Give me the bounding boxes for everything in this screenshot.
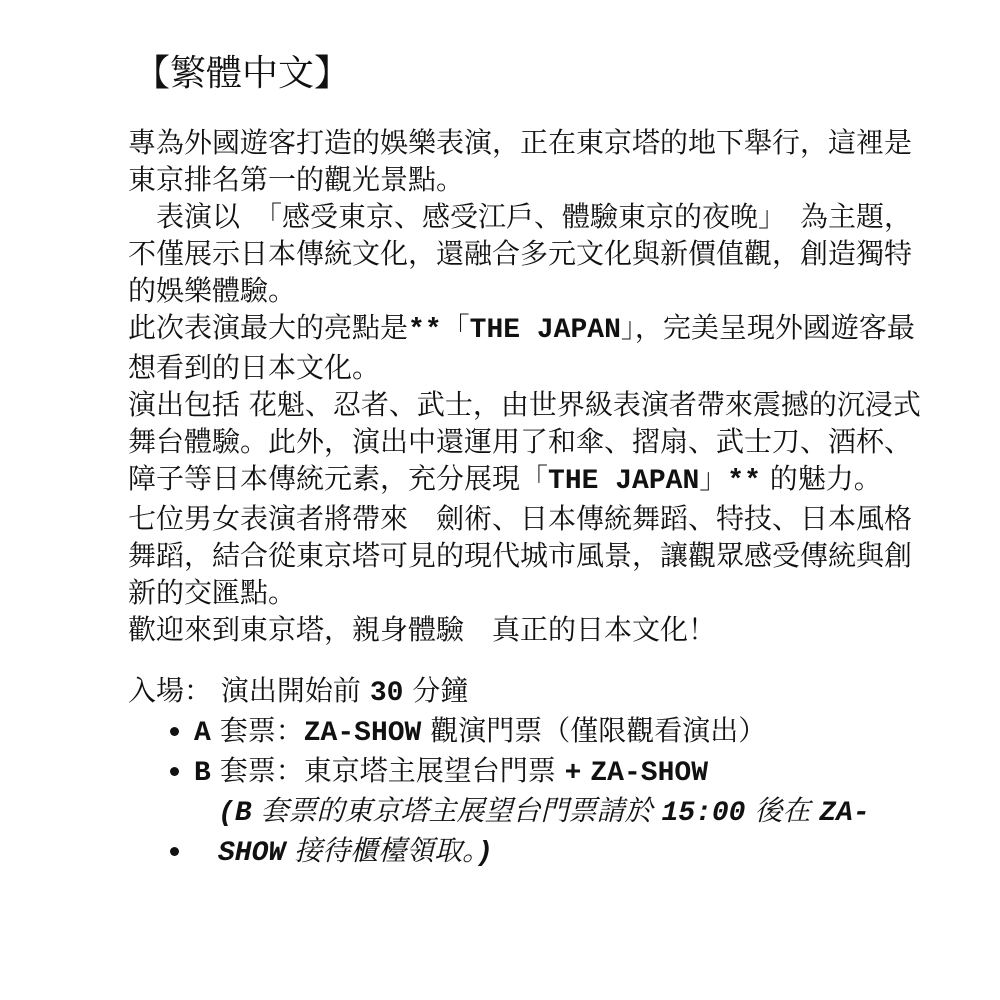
bracket-open: 「 [441,311,470,344]
entry-text-before: 演出開始前 [220,674,361,707]
ticket-letter: A [194,718,211,749]
note-time: 15:00 [661,798,746,829]
note-show: ZA-SHOW [218,798,870,869]
markdown-mark-open: ** [408,315,442,346]
highlight-suffix: 」，完美呈現外國遊客最想看到的日本文化。 [128,311,915,384]
highlight-paragraph [128,309,928,386]
ticket-item-b [194,752,928,792]
ticket-note [194,792,928,872]
note-open: ( [218,798,235,829]
intro-paragraph: 專為外國遊客打造的娛樂表演，正在東京塔的地下舉行，這裡是東京排名第一的觀光景點。 [128,126,913,196]
welcome-paragraph: 歡迎來到東京塔，親身體驗 真正的日本文化！ [128,613,717,646]
bracket-close: 」 [699,462,728,495]
show-name: THE JAPAN [469,315,621,346]
ticket-kind: 套票： [219,714,304,747]
language-heading: 【繁體中文】 [134,53,351,94]
entry-text-after: 分鐘 [412,674,469,707]
performers-paragraph: 七位男女表演者將帶來 劍術、日本傳統舞蹈、特技、日本風格舞蹈，結合從東京塔可見的現代城市風景，讓觀眾感受傳統與創新的交匯點。 [128,502,913,609]
markdown-mark-close: ** [727,466,761,497]
highlight-prefix: 此次表演最大的亮點是 [128,311,409,344]
document-page [128,48,928,872]
theme-paragraph: 表演以 「感受東京、感受江戶、體驗東京的夜晚」 為主題，不僅展示日本傳統文化，還融合多元文化與新價值觀，創造獨特的娛樂體驗。 [128,200,913,307]
ticket-kind: 套票： [219,754,304,787]
ticket-item-a [194,712,928,752]
performance-paragraph [128,386,928,500]
ticket-desc: 東京塔主展望台門票 [303,754,556,787]
performance-end: 的魅力。 [760,462,882,495]
entry-label: 入場： [128,674,213,707]
ticket-desc: 觀演門票（僅限觀看演出） [430,714,767,747]
ticket-show: ZA-SHOW [590,758,708,789]
ticket-letter: B [194,758,211,789]
note-close: ) [476,838,493,869]
performance-text: 演出包括 花魁、忍者、武士，由世界級表演者帶來震撼的沉浸式舞台體驗。此外，演出中還運用了和傘、摺扇、武士刀、酒杯、障子等日本傳統元素，充分展現「 [128,388,921,495]
show-name: THE JAPAN [548,466,700,497]
entry-info [128,672,928,712]
ticket-list [128,712,928,872]
ticket-show: ZA-SHOW [303,718,422,749]
ticket-note-item [194,792,928,872]
entry-minutes: 30 [369,678,404,709]
note-letter: B [234,798,252,829]
note-text1: 套票的東京塔主展望台門票請於 [260,794,653,827]
note-text3: 接待櫃檯領取。 [294,834,477,867]
note-text2: 後在 [754,794,811,827]
ticket-plus: + [564,758,582,789]
description-body [128,124,928,648]
